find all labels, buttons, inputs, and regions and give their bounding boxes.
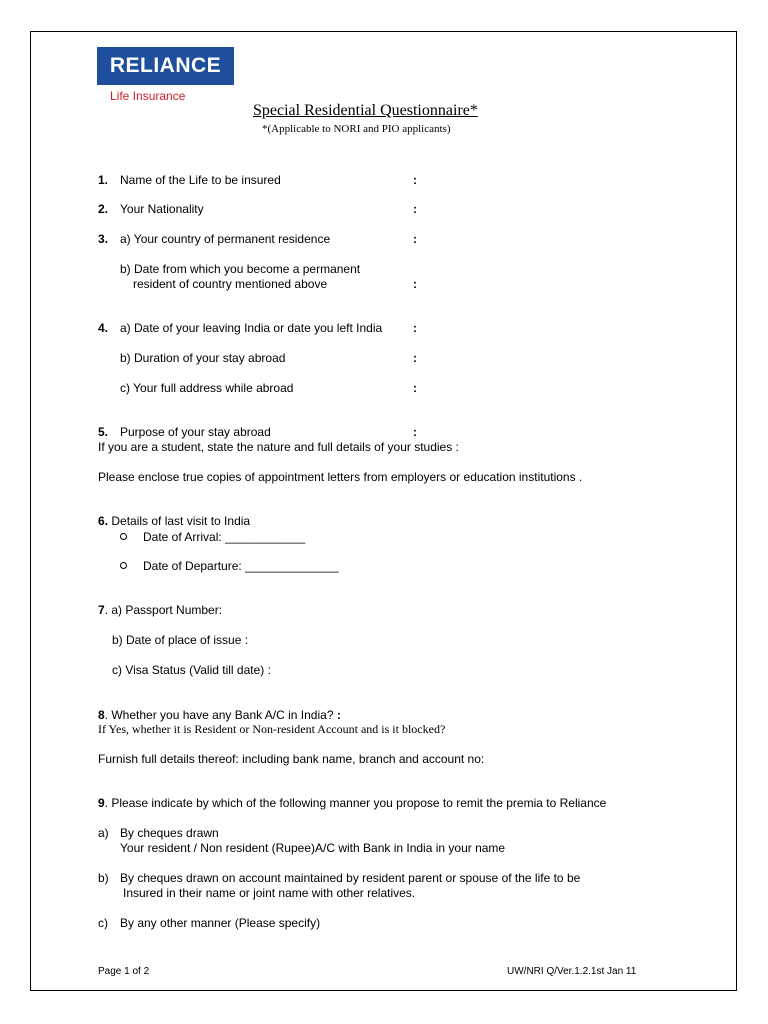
q7b-label: b) Date of place of issue :: [112, 633, 249, 647]
q5-enclose-note: Please enclose true copies of appointment letters from employers or education institutions .: [98, 470, 583, 484]
q3b-label-line2: resident of country mentioned above: [133, 277, 328, 291]
page-subtitle: *(Applicable to NORI and PIO applicants): [262, 123, 451, 135]
footer-page-number: Page 1 of 2: [98, 966, 150, 977]
q9c-line1: By any other manner (Please specify): [120, 916, 321, 930]
q5-label: Purpose of your stay abroad: [120, 425, 271, 439]
q3-number: 3.: [98, 232, 109, 246]
q5-colon: :: [413, 425, 417, 439]
footer-version: UW/NRI Q/Ver.1.2.1st Jan 11: [507, 966, 637, 977]
q6-heading: 6. Details of last visit to India: [98, 514, 251, 528]
q9b-line1: By cheques drawn on account maintained by resident parent or spouse of the life to be: [120, 871, 581, 885]
q1-label: Name of the Life to be insured: [120, 173, 281, 187]
q4c-colon: :: [413, 381, 417, 395]
q4b-label: b) Duration of your stay abroad: [120, 351, 286, 365]
q4a-label: a) Date of your leaving India or date you left India: [120, 321, 383, 335]
q7-passport: 7. a) Passport Number:: [98, 603, 223, 617]
q3b-colon: :: [413, 277, 417, 291]
q9b-marker: b): [98, 871, 109, 885]
q8-heading: 8. Whether you have any Bank A/C in India? :: [98, 708, 341, 722]
q1-colon: :: [413, 173, 417, 187]
q3a-label: a) Your country of permanent residence: [120, 232, 331, 246]
reliance-logo: [97, 47, 234, 85]
bullet-circle-icon: [120, 533, 127, 540]
q5-number: 5.: [98, 425, 109, 439]
q8-furnish-note: Furnish full details thereof: including bank name, branch and account no:: [98, 752, 485, 766]
q4-number: 4.: [98, 321, 109, 335]
logo-subtitle: Life Insurance: [110, 89, 186, 103]
q2-label: Your Nationality: [120, 202, 204, 216]
q4c-label: c) Your full address while abroad: [120, 381, 294, 395]
q9a-line2: Your resident / Non resident (Rupee)A/C with Bank in India in your name: [120, 841, 506, 855]
q4b-colon: :: [413, 351, 417, 365]
q9-heading: 9. Please indicate by which of the following manner you propose to remit the premia to Reliance: [98, 796, 607, 810]
q9b-line2: Insured in their name or joint name with other relatives.: [123, 886, 416, 900]
q1-number: 1.: [98, 173, 109, 187]
q7c-label: c) Visa Status (Valid till date) :: [112, 663, 271, 677]
q9a-line1: By cheques drawn: [120, 826, 219, 840]
logo-brand-text: RELIANCE: [109, 54, 222, 77]
q2-colon: :: [413, 202, 417, 216]
q9c-marker: c): [98, 916, 108, 930]
q6-departure: Date of Departure: ______________: [120, 559, 339, 574]
q9a-marker: a): [98, 826, 109, 840]
page-title: Special Residential Questionnaire*: [253, 102, 478, 119]
q8-ifyes-note: If Yes, whether it is Resident or Non-resident Account and is it blocked?: [98, 722, 446, 736]
q5-student-note: If you are a student, state the nature and full details of your studies :: [98, 440, 459, 454]
q3a-colon: :: [413, 232, 417, 246]
bullet-circle-icon: [120, 562, 127, 569]
q2-number: 2.: [98, 202, 109, 216]
q3b-label-line1: b) Date from which you become a permanent: [120, 262, 361, 276]
q4a-colon: :: [413, 321, 417, 335]
q6-arrival: Date of Arrival: ____________: [120, 530, 305, 545]
